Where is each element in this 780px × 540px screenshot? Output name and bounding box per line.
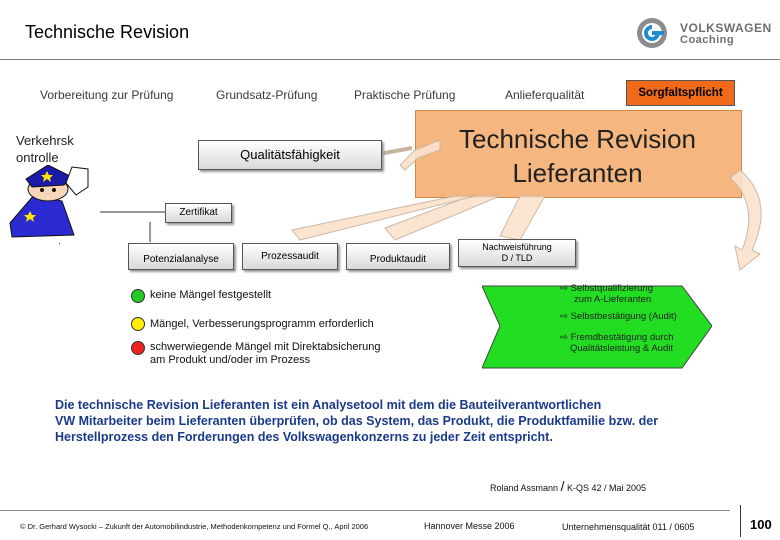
green-item-2-line1: Selbstbestätigung (Audit) (570, 311, 677, 322)
green-item-2 (560, 311, 677, 322)
page-title: Technische Revision (25, 22, 190, 42)
green-item-3-line2: Qualitätsleistung & Audit (570, 343, 673, 354)
logo-line2: Coaching (680, 34, 735, 46)
produktaudit-box: Produktaudit (346, 243, 450, 270)
tab-grundsatz[interactable]: Grundsatz-Prüfung (216, 88, 318, 102)
arrow-right-icon: ⇨ (560, 311, 568, 322)
nachweis-line2: D / TLD (501, 253, 533, 263)
control-line2: ontrolle (16, 150, 59, 165)
nachweis-line1: Nachweisführung (482, 242, 552, 252)
potenzialanalyse-box: Potenzialanalyse (128, 243, 234, 270)
legend-red-line2: am Produkt und/oder im Prozess (150, 354, 311, 366)
footer-author: Roland Assmann (490, 483, 559, 493)
summary-line1: Die technische Revision Lieferanten ist ein Analysetool mit dem die Bauteilverantwortlichen (55, 398, 602, 412)
page-number: 100 (750, 517, 772, 532)
green-status-dot (131, 289, 145, 303)
green-item-3-line1: Fremdbestätigung durch (570, 332, 674, 343)
logo-line1: VOLKSWAGEN (680, 21, 772, 35)
summary-line3: Herstellprozess den Forderungen des Volkswagenkonzerns zu jeder Zeit entspricht. (55, 430, 553, 444)
qualitaetsfaehigkeit-box: Qualitätsfähigkeit (198, 140, 382, 170)
legend-green-text: keine Mängel festgestellt (150, 289, 272, 301)
tab-sorgfaltspflicht[interactable]: Sorgfaltspflicht (626, 80, 735, 106)
green-item-3 (560, 332, 674, 354)
tab-vorbereitung[interactable]: Vorbereitung zur Prüfung (40, 88, 174, 102)
red-status-dot (131, 341, 145, 355)
tab-anlieferqualitaet[interactable]: Anlieferqualität (505, 88, 585, 102)
zertifikat-box: Zertifikat (165, 203, 232, 223)
prozessaudit-box: Prozessaudit (242, 243, 338, 270)
footer-topic: Unternehmensqualität 011 / 0605 (562, 522, 695, 532)
nachweisfuehrung-box (458, 239, 576, 267)
tab-praktisch[interactable]: Praktische Prüfung (354, 88, 456, 102)
legend-red-text (150, 341, 381, 367)
arrow-right-icon: ⇨ (560, 332, 568, 343)
footer-event: Hannover Messe 2006 (424, 521, 515, 531)
green-item-1 (560, 283, 653, 305)
legend-yellow-text: Mängel, Verbesserungsprogramm erforderlich (150, 318, 374, 330)
banner-line1: Technische Revision (458, 124, 696, 154)
green-item-1-line2: zum A-Lieferanten (574, 294, 652, 305)
green-item-1-line1: Selbstqualifizierung (570, 283, 653, 294)
page-number-divider (740, 505, 741, 537)
footer-separator: / (560, 478, 565, 494)
footer-ref: K-QS 42 / Mai 2005 (566, 483, 647, 493)
banner-line2: Lieferanten (512, 158, 643, 188)
arrow-right-icon: ⇨ (560, 283, 568, 294)
legend-red-line1: schwerwiegende Mängel mit Direktabsicherung (150, 341, 381, 353)
footer-divider (0, 510, 730, 511)
footer-credit (490, 478, 646, 494)
footer-copyright: © Dr. Gerhard Wysocki – Zukunft der Automobilindustrie, Methodenkompetenz und Formel Q., April 2006 (20, 522, 369, 531)
control-line1: Verkehrsk (16, 133, 74, 148)
summary-line2: VW Mitarbeiter beim Lieferanten überprüfen, ob das System, das Produkt, die Produktfamilie bzw. der (55, 414, 659, 428)
yellow-status-dot (131, 317, 145, 331)
dot-mark: · (58, 238, 61, 248)
summary-text (55, 397, 745, 445)
